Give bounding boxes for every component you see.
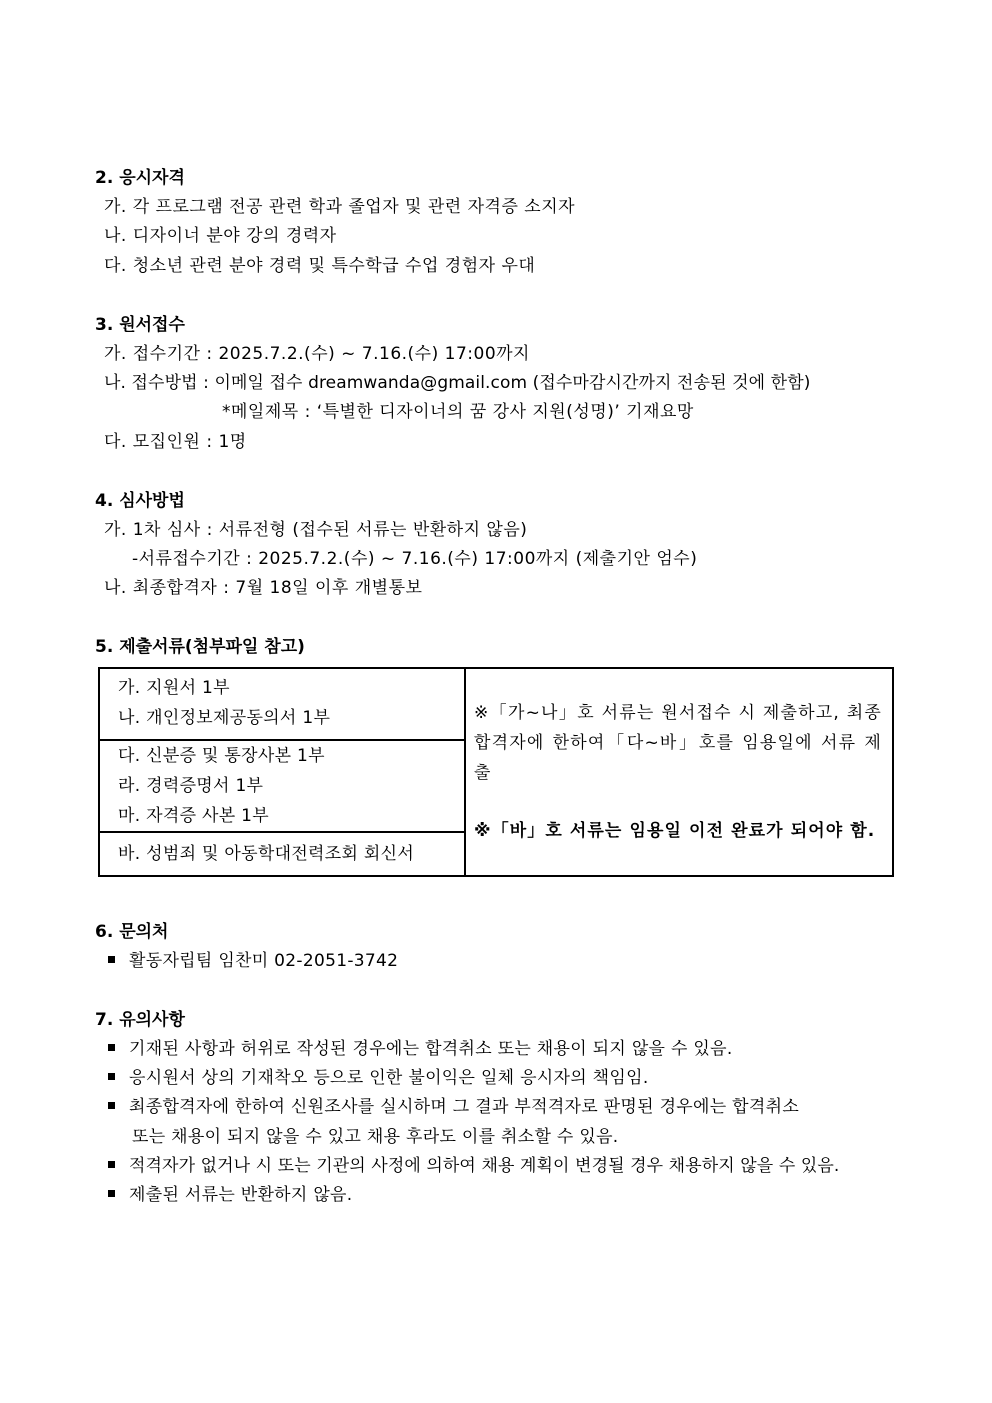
docs-note-cell <box>465 668 893 876</box>
sec4-item-1-period: -서류접수기간 : 2025.7.2.(수) ~ 7.16.(수) 17:00까지 (제출기안 엄수) <box>132 549 698 569</box>
section-2-heading: 2. 응시자격 <box>95 168 185 188</box>
contact-item <box>108 946 398 971</box>
square-bullet-icon <box>108 1190 115 1197</box>
notice-text: 최종합격자에 한하여 신원조사를 실시하며 그 결과 부적격자로 판명된 경우에는 합격취소 <box>129 1097 800 1117</box>
square-bullet-icon <box>108 1073 115 1080</box>
section-3-heading: 3. 원서접수 <box>95 315 185 335</box>
sec2-item-1: 가. 각 프로그램 전공 관련 학과 졸업자 및 관련 자격증 소지자 <box>104 197 576 217</box>
notice-item <box>108 1092 799 1117</box>
square-bullet-icon <box>108 1044 115 1051</box>
square-bullet-icon <box>108 1102 115 1109</box>
doc-item: 가. 지원서 1부 <box>118 678 230 698</box>
square-bullet-icon <box>108 956 115 963</box>
sec4-item-2: 나. 최종합격자 : 7월 18일 이후 개별통보 <box>104 578 423 598</box>
square-bullet-icon <box>108 1161 115 1168</box>
notice-text: 적격자가 없거나 시 또는 기관의 사정에 의하여 채용 계획이 변경될 경우 채용하지 않을 수 있음. <box>129 1156 840 1176</box>
docs-group-1 <box>99 668 465 740</box>
sec3-item-2: 나. 접수방법 : 이메일 접수 dreamwanda@gmail.com (접수마감시간까지 전송된 것에 한함) <box>104 373 811 393</box>
contact-text: 활동자립팀 임찬미 02-2051-3742 <box>129 951 399 971</box>
notice-item <box>108 1151 839 1176</box>
section-5-heading: 5. 제출서류(첨부파일 참고) <box>95 637 305 657</box>
doc-item: 다. 신분증 및 통장사본 1부 <box>118 746 325 766</box>
section-4-heading: 4. 심사방법 <box>95 491 185 511</box>
doc-item: 바. 성범죄 및 아동학대전력조회 회신서 <box>118 844 415 864</box>
doc-item: 나. 개인정보제공동의서 1부 <box>118 708 331 728</box>
sec3-item-3: 다. 모집인원 : 1명 <box>104 432 247 452</box>
notice-text: 기재된 사항과 허위로 작성된 경우에는 합격취소 또는 채용이 되지 않을 수 있음. <box>129 1039 733 1059</box>
notice-item <box>108 1063 649 1088</box>
notice-text: 제출된 서류는 반환하지 않음. <box>129 1185 353 1205</box>
sec2-item-3: 다. 청소년 관련 분야 경력 및 특수학급 수업 경험자 우대 <box>104 256 536 276</box>
notice-item <box>108 1180 352 1205</box>
doc-item: 라. 경력증명서 1부 <box>118 776 264 796</box>
documents-table <box>98 667 894 877</box>
sec3-item-1: 가. 접수기간 : 2025.7.2.(수) ~ 7.16.(수) 17:00까지 <box>104 344 530 364</box>
notice-item <box>108 1034 733 1059</box>
docs-group-2 <box>99 740 465 832</box>
sec3-item-2-mail-subject: *메일제목 : ‘특별한 디자이너의 꿈 강사 지원(성명)’ 기재요망 <box>222 402 694 422</box>
sec4-item-1: 가. 1차 심사 : 서류전형 (접수된 서류는 반환하지 않음) <box>104 520 528 540</box>
docs-note: ※「가~나」호 서류는 원서접수 시 제출하고, 최종합격자에 한하여「다~바」호를 임용일에 서류 제출 <box>474 703 882 783</box>
notice-item-continuation: 또는 채용이 되지 않을 수 있고 채용 후라도 이를 취소할 수 있음. <box>132 1127 619 1147</box>
docs-note-bold: ※「바」호 서류는 임용일 이전 완료가 되어야 함. <box>474 821 876 841</box>
section-6-heading: 6. 문의처 <box>95 922 169 942</box>
notice-text: 응시원서 상의 기재착오 등으로 인한 불이익은 일체 응시자의 책임임. <box>129 1068 649 1088</box>
doc-item: 마. 자격증 사본 1부 <box>118 806 269 826</box>
section-7-heading: 7. 유의사항 <box>95 1010 185 1030</box>
sec2-item-2: 나. 디자이너 분야 강의 경력자 <box>104 226 337 246</box>
docs-group-3 <box>99 832 465 876</box>
